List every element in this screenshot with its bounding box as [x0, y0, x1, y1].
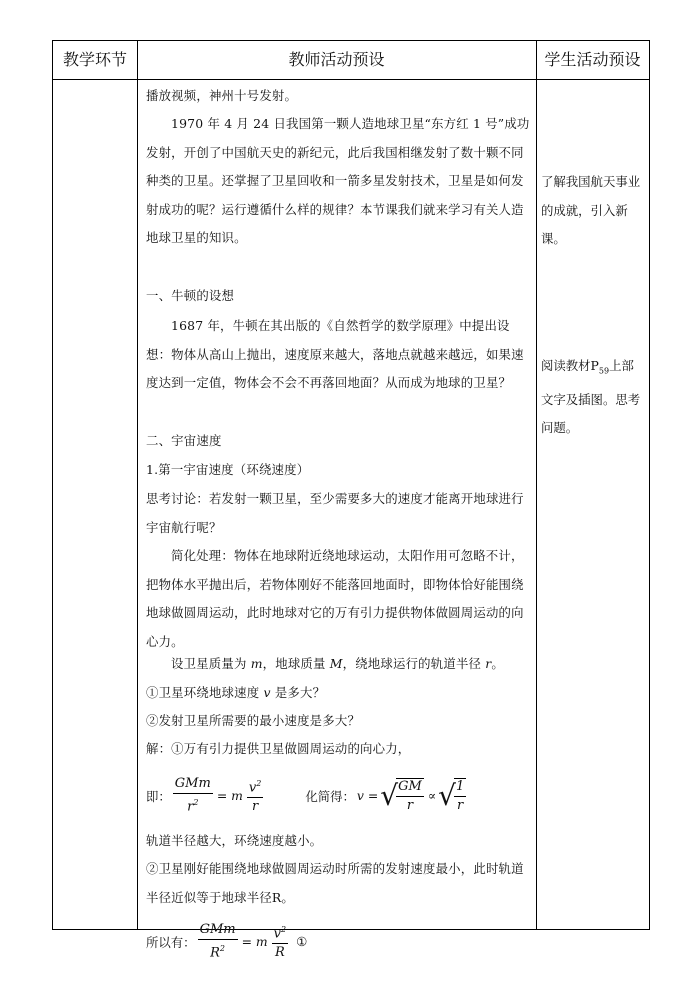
heading-newton-idea: 一、牛顿的设想 [146, 288, 235, 303]
header-teacher-activity: 教师活动预设 [288, 50, 385, 69]
heading-cosmic-velocity: 二、宇宙速度 [146, 433, 222, 448]
paragraph-newton: 1687 年，牛顿在其出版的《自然哲学的数学原理》中提出设想：物体从高山上抛出，速度原来越大，落地点就越来越远，如果速度达到一定值，物体会不会不再落回地面？从而成为地球的卫星？ [146, 318, 524, 390]
header-student-activity: 学生活动预设 [544, 50, 641, 69]
paragraph-radius-conclusion: 轨道半径越大，环绕速度越小。 [146, 833, 323, 848]
question-1: ①卫星环绕地球速度 v 是多大？ [146, 685, 326, 700]
solution-intro: 解：①万有引力提供卫星做圆周运动的向心力， [146, 741, 411, 756]
heading-first-cosmic-velocity: 1.第一宇宙速度（环绕速度） [146, 462, 310, 477]
equation-surface-orbit: 所以有： $\frac{\text{GMm}}{R^2}$ = m $\frac{v^2}{R}$ ① [146, 922, 308, 961]
equation-gravity-centripetal: 即： $\frac{\text{GMm}}{r^2}$ = m $\frac{v^2}{r}$ 化简得： v = √ $\frac{GM}{r}$ ∝ √ $\frac{1}{r}$ [146, 776, 465, 815]
column-divider [536, 41, 537, 929]
paragraph-discussion: 思考讨论：若发射一颗卫星，至少需要多大的速度才能离开地球进行宇宙航行呢？ [146, 491, 524, 535]
paragraph-min-launch-speed: ②卫星刚好能围绕地球做圆周运动时所需的发射速度最小，此时轨道半径近似等于地球半径R。 [146, 861, 524, 905]
paragraph-assumption: 设卫星质量为 m，地球质量 M，绕地球运行的轨道半径 r。 [171, 656, 504, 671]
column-divider [137, 41, 138, 929]
student-note-reading: 阅读教材$P_{59}$上部文字及插图。思考问题。 [541, 358, 641, 436]
student-note-intro: 了解我国航天事业的成就，引入新课。 [541, 174, 641, 246]
header-teaching-stage: 教学环节 [62, 50, 127, 69]
paragraph-simplification: 简化处理：物体在地球附近绕地球运动，太阳作用可忽略不计，把物体水平抛出后，若物体刚好不能落回地面时，即物体恰好能围绕地球做圆周运动，此时地球对它的万有引力提供物体做圆周运动的向心力。 [146, 548, 524, 649]
lesson-table [52, 40, 650, 961]
question-2: ②发射卫星所需要的最小速度是多大？ [146, 713, 361, 728]
paragraph-dongfanghong: 1970 年 4 月 24 日我国第一颗人造地球卫星“东方红 1 号”成功发射，开创了中国航天史的新纪元，此后我国相继发射了数十颗不同种类的卫星。还掌握了卫星回收和一箭多星发射技术，卫星是如何发射成功的呢？运行遵循什么样的规律？本节课我们就来学习有关人造地球卫星的知识。 [146, 116, 530, 245]
paragraph-video: 播放视频，神州十号发射。 [146, 88, 298, 103]
